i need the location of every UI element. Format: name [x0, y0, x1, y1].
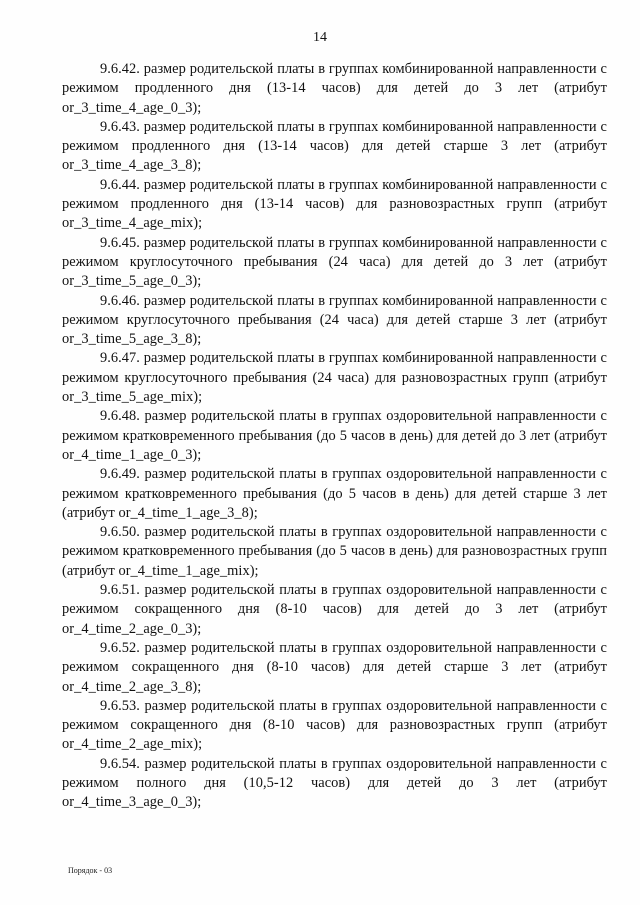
paragraph-9-6-42: 9.6.42. размер родительской платы в группах комбинированной направленности с режимом продленного дня (13-14 часов) для детей до 3 лет (атрибут or_3_time_4_age_0_3);: [62, 61, 607, 116]
paragraph-9-6-45: 9.6.45. размер родительской платы в группах комбинированной направленности с режимом круглосуточного пребывания (24 часа) для детей до 3 лет (атрибут or_3_time_5_age_0_3);: [62, 234, 607, 290]
paragraph-9-6-52: 9.6.52. размер родительской платы в группах оздоровительной направленности с режимом сокращенного дня (8-10 часов) для детей старше 3 лет (атрибут or_4_time_2_age_3_8);: [62, 639, 607, 695]
paragraph-9-6-46: 9.6.46. размер родительской платы в группах комбинированной направленности с режимом круглосуточного пребывания (24 часа) для детей старше 3 лет (атрибут or_3_time_5_age_3_8);: [62, 292, 607, 348]
paragraph-9-6-54: 9.6.54. размер родительской платы в группах оздоровительной направленности с режимом полного дня (10,5-12 часов) для детей до 3 лет (атрибут or_4_time_3_age_0_3);: [62, 755, 607, 811]
paragraph-9-6-53: 9.6.53. размер родительской платы в группах оздоровительной направленности с режимом сокращенного дня (8-10 часов) для разновозрастных групп (атрибут or_4_time_2_age_mix);: [62, 697, 607, 753]
footer-label: Порядок - 03: [68, 866, 113, 875]
paragraph-9-6-51: 9.6.51. размер родительской платы в группах оздоровительной направленности с режимом сокращенного дня (8-10 часов) для детей до 3 лет (атрибут or_4_time_2_age_0_3);: [62, 582, 607, 637]
page-number: 14: [313, 30, 327, 45]
paragraph-9-6-48: 9.6.48. размер родительской платы в группах оздоровительной направленности с режимом кратковременного пребывания (до 5 часов в день) для детей до 3 лет (атрибут or_4_time_1_age_0_3);: [62, 408, 607, 463]
paragraph-9-6-50: 9.6.50. размер родительской платы в группах оздоровительной направленности с режимом кратковременного пребывания (до 5 часов в день) для разновозрастных групп (атрибут or_4_time_1_age_mix);: [62, 524, 607, 579]
paragraph-9-6-44: 9.6.44. размер родительской платы в группах комбинированной направленности с режимом продленного дня (13-14 часов) для разновозрастных групп (атрибут or_3_time_4_age_mix);: [62, 176, 607, 232]
paragraph-9-6-47: 9.6.47. размер родительской платы в группах комбинированной направленности с режимом круглосуточного пребывания (24 часа) для разновозрастных групп (атрибут or_3_time_5_age_mix);: [62, 350, 607, 406]
document-body: [62, 60, 607, 813]
paragraph-9-6-49: 9.6.49. размер родительской платы в группах оздоровительной направленности с режимом кратковременного пребывания (до 5 часов в день) для детей старше 3 лет (атрибут or_4_time_1_age_3_8);: [62, 466, 607, 521]
paragraph-9-6-43: 9.6.43. размер родительской платы в группах комбинированной направленности с режимом продленного дня (13-14 часов) для детей старше 3 лет (атрибут or_3_time_4_age_3_8);: [62, 118, 607, 174]
